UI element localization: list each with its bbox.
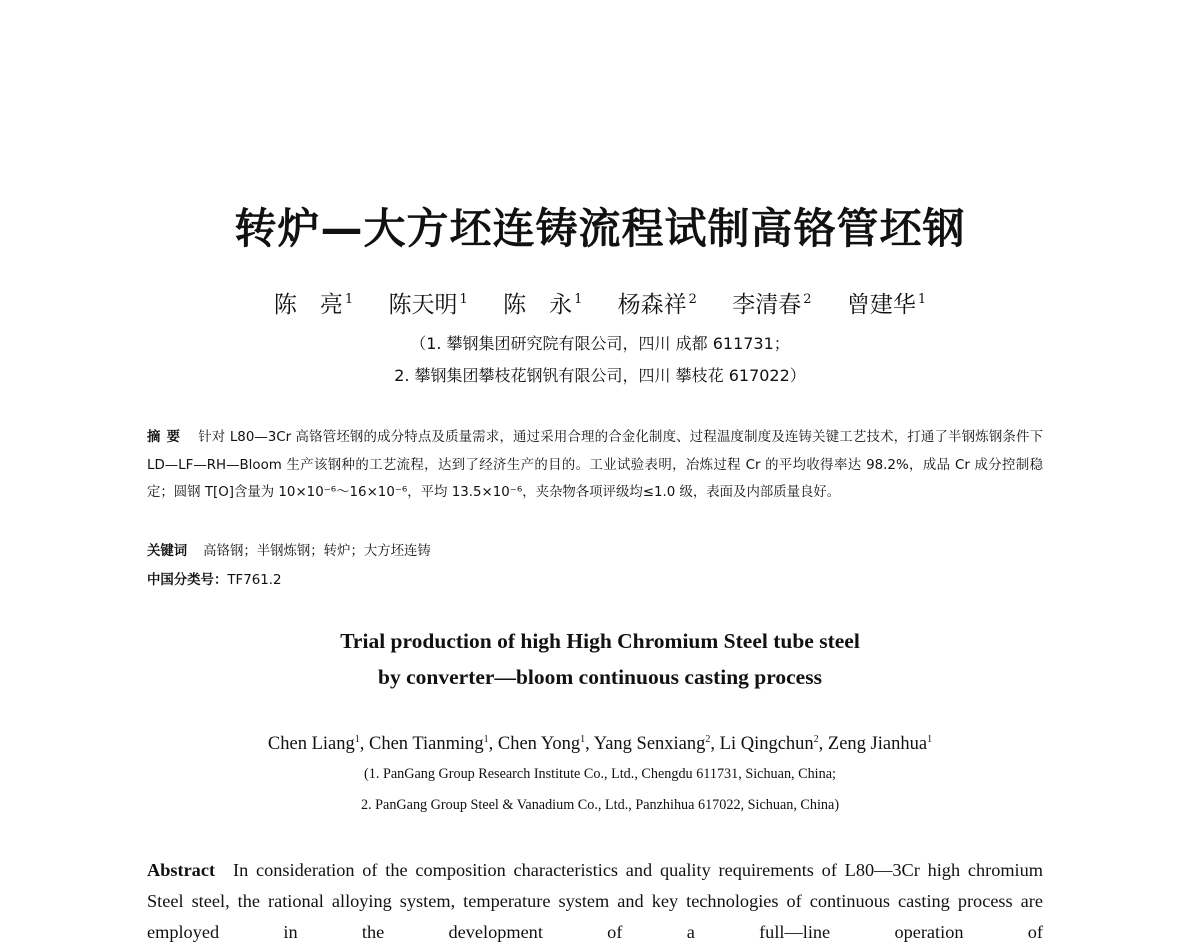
chinese-abstract-text: 针对 L80—3Cr 高铬管坯钢的成分特点及质量需求，通过采用合理的合金化制度、过程温度制度及连铸关键工艺技术，打通了半钢炼钢条件下 LD—LF—RH—Bloom 生产该钢种的工艺流程，达到了经济生产的目的。工业试验表明，冶炼过程 Cr 的平均收得率达 98.2%，成品 Cr 成分控制稳定；圆钢 T[O]含量为 10×10⁻⁶～16×10⁻⁶，平均 13.5×10⁻⁶，夹杂物各项评级均≤1.0 级，表面及内部质量良好。 — [147, 430, 1043, 500]
english-title-line-1: Trial production of high High Chromium Steel tube steel — [340, 629, 860, 653]
english-author: Zeng Jianhua$^1$ — [827, 734, 933, 755]
english-abstract — [147, 855, 1043, 948]
chinese-affiliation: （1. 攀钢集团研究院有限公司，四川 成都 611731； — [410, 334, 790, 353]
english-affiliation: 2. PanGang Group Steel & Vanadium Co., Ltd., Panzhihua 617022, Sichuan, China) — [360, 797, 840, 813]
chinese-author-list — [0, 286, 1200, 319]
english-author: Chen Tianming$^1$ — [368, 734, 489, 755]
chinese-author: 李清春 $^2$ — [732, 292, 812, 318]
chinese-keywords-label: 关键词 — [147, 544, 188, 559]
english-author: Yang Senxiang$^2$ — [593, 734, 711, 755]
chinese-author: 陈 永 $^1$ — [503, 292, 583, 318]
chinese-keywords-text: 高铬钢；半钢炼钢；转炉；大方坯连铸 — [203, 544, 431, 559]
english-author: Chen Yong$^1$ — [497, 734, 586, 755]
chinese-abstract-label: 摘要 — [147, 430, 187, 445]
chinese-author: 陈天明 $^1$ — [388, 292, 468, 318]
english-title-line-2: by converter—bloom continuous casting process — [378, 665, 822, 689]
chinese-keywords — [147, 540, 431, 559]
chinese-classification — [147, 569, 282, 588]
chinese-author: 曾建华 $^1$ — [846, 292, 927, 318]
chinese-classification-label: 中国分类号： — [147, 573, 228, 588]
english-abstract-label: Abstract — [147, 860, 216, 880]
chinese-abstract — [147, 424, 1043, 507]
chinese-classification-code: TF761.2 — [227, 573, 282, 588]
english-author: Li Qingchun$^2$ — [719, 734, 819, 755]
chinese-author: 陈 亮 $^1$ — [273, 292, 354, 318]
chinese-author: 杨森祥 $^2$ — [617, 292, 697, 318]
english-author-list: Chen Liang$^1$, Chen Tianming$^1$, Chen Yong$^1$, Yang Senxiang$^2$, Li Qingchun$^2$, Zeng Jianhua$^1$ — [267, 734, 933, 755]
english-abstract-text: In consideration of the composition characteristics and quality requirements of L80—3Cr high chromium Steel steel, the rational alloying system, temperature system and key technologies of continuous casting process are employed in the development of a full—line operation of — [147, 860, 1043, 942]
english-author: Chen Liang$^1$ — [267, 734, 360, 755]
chinese-title: 转炉—大方坯连铸流程试制高铬管坯钢 — [234, 204, 966, 253]
english-affiliation: (1. PanGang Group Research Institute Co., Ltd., Chengdu 611731, Sichuan, China; — [364, 766, 836, 782]
chinese-affiliation: 2. 攀钢集团攀枝花钢钒有限公司，四川 攀枝花 617022） — [394, 366, 806, 385]
